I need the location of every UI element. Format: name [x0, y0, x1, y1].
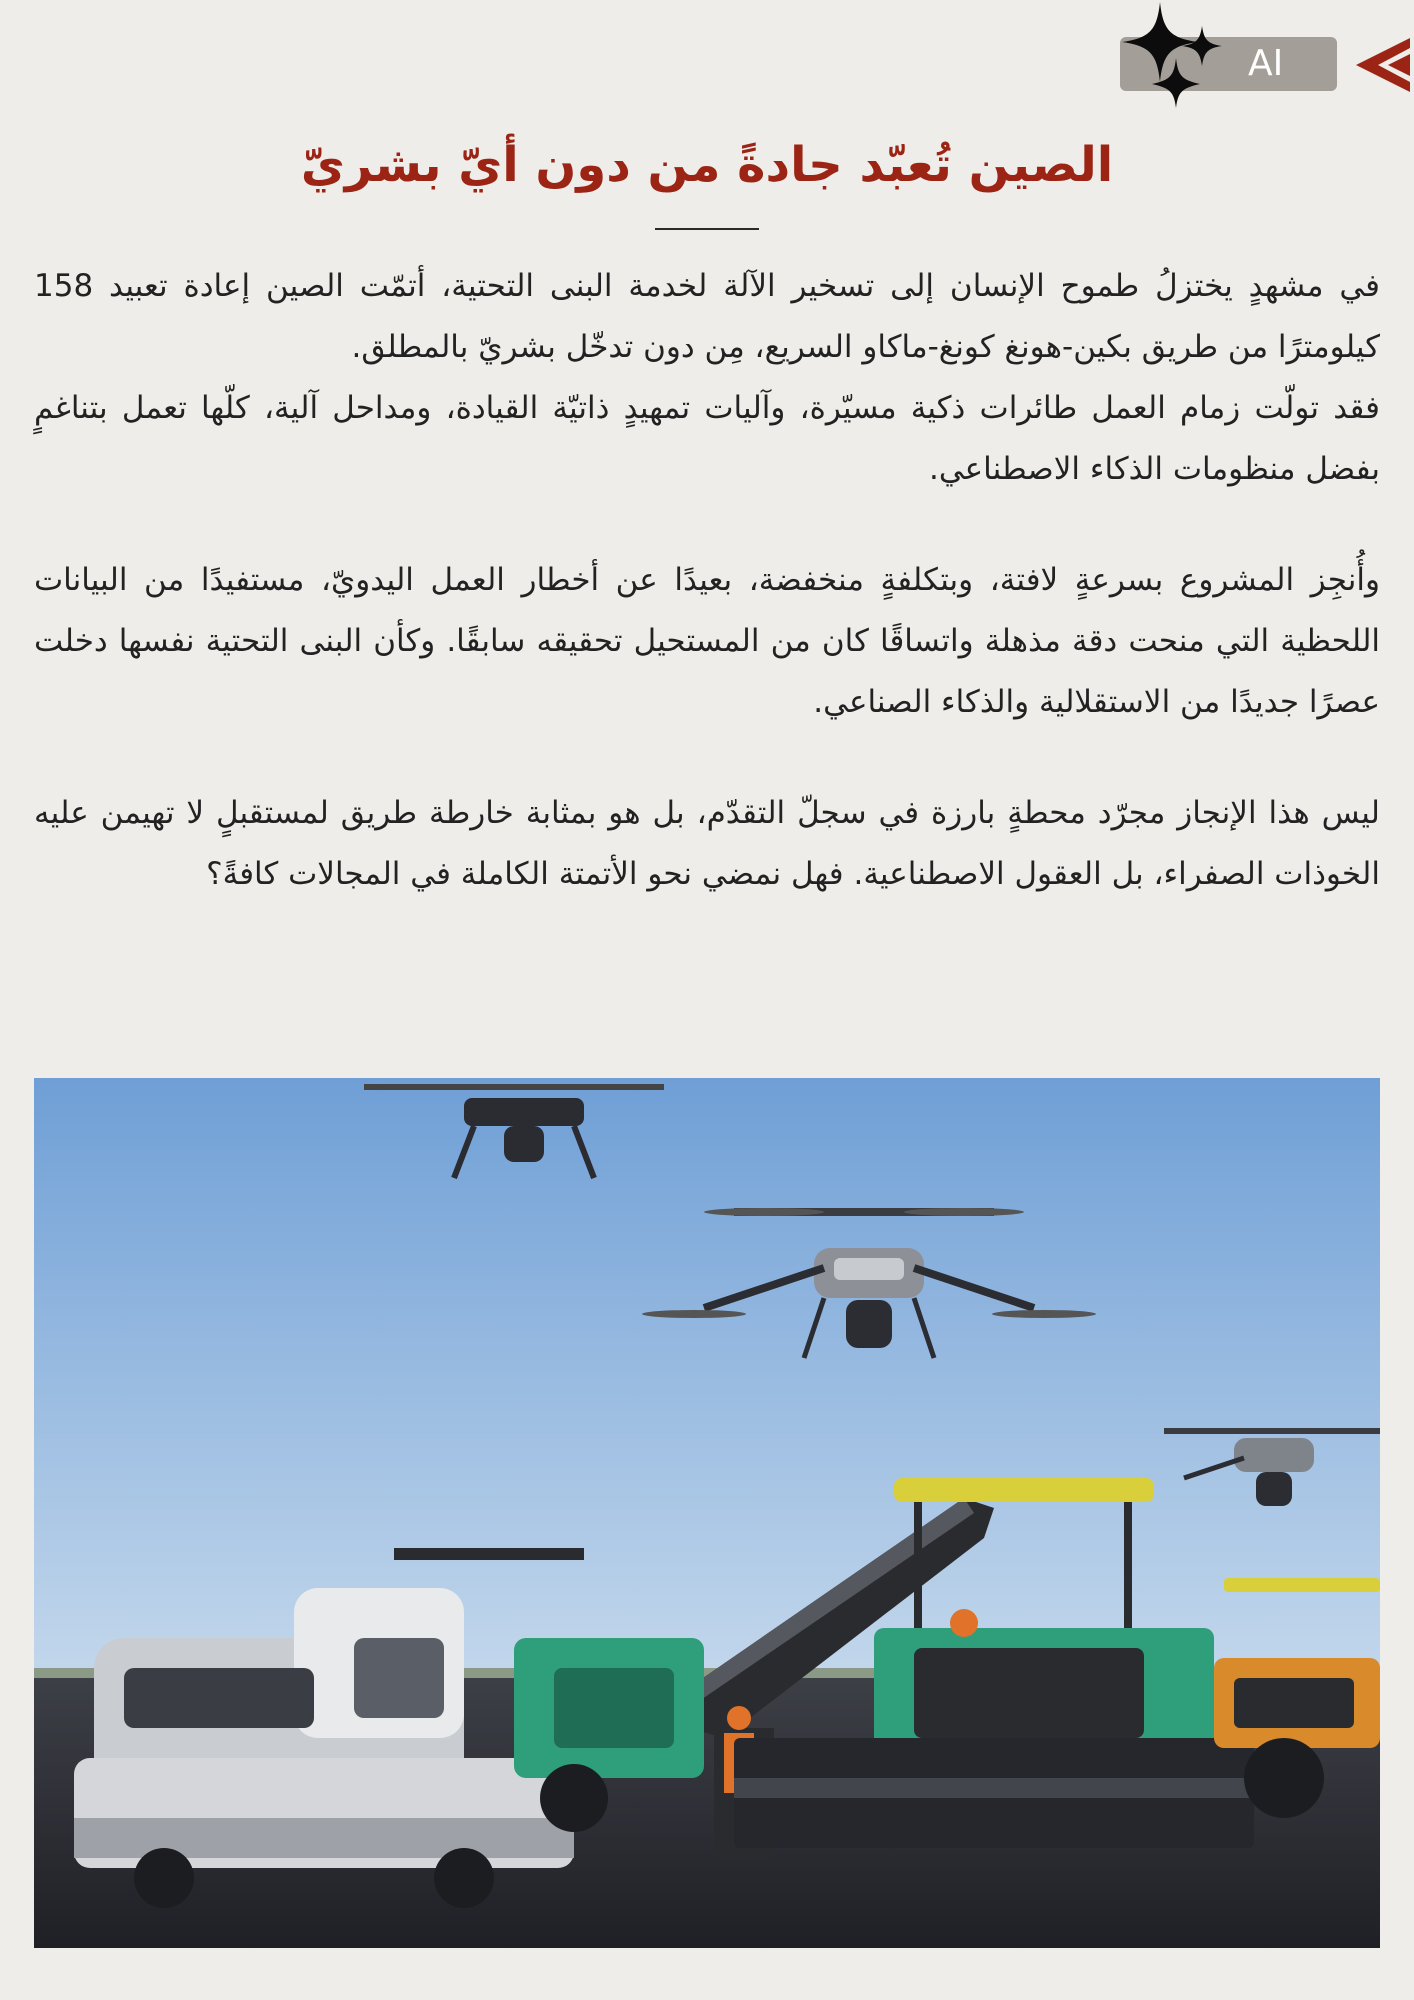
drones-and-pavers-photo	[34, 1078, 1380, 1948]
paragraph-machines: فقد تولّت زمام العمل طائرات ذكية مسيّرة، وآليات تمهيدٍ ذاتيّة القيادة، ومداحل آلية، كلّها تعمل بتناغمٍ بفضل منظومات الذكاء الاصطناعي.	[34, 390, 1380, 487]
ai-badge-label: AI	[1248, 43, 1284, 84]
paragraph-future: ليس هذا الإنجاز مجرّد محطةٍ بارزة في سجلّ التقدّم، بل هو بمثابة خارطة طريق لمستقبلٍ لا تهيمن عليه الخوذات الصفراء، بل العقول الاصطناعية. فهل نمضي نحو الأتمتة الكاملة في المجالات كافةً؟	[34, 795, 1380, 892]
title-divider	[655, 228, 759, 230]
paragraph-intro: في مشهدٍ يختزلُ طموح الإنسان إلى تسخير الآلة لخدمة البنى التحتية، أتمّت الصين إعادة تعبيد 158 كيلومترًا من طريق بكين-هونغ كونغ-ماكاو السريع، مِن دون تدخّل بشريّ بالمطلق.	[34, 268, 1380, 365]
article-body	[34, 256, 1380, 905]
paragraph-results: وأُنجِز المشروع بسرعةٍ لافتة، وبتكلفةٍ منخفضة، بعيدًا عن أخطار العمل اليدويّ، مستفيدًا من البيانات اللحظية التي منحت دقة مذهلة واتساقًا كان من المستحيل تحقيقه سابقًا. وكأن البنى التحتية نفسها دخلت عصرًا جديدًا من الاستقلالية والذكاء الصناعي.	[34, 562, 1380, 720]
article-title: الصين تُعبّد جادةً من دون أيّ بشريّ	[300, 137, 1114, 193]
play-arrow-icon	[1352, 34, 1414, 96]
sparkle-icon	[1118, 0, 1228, 110]
